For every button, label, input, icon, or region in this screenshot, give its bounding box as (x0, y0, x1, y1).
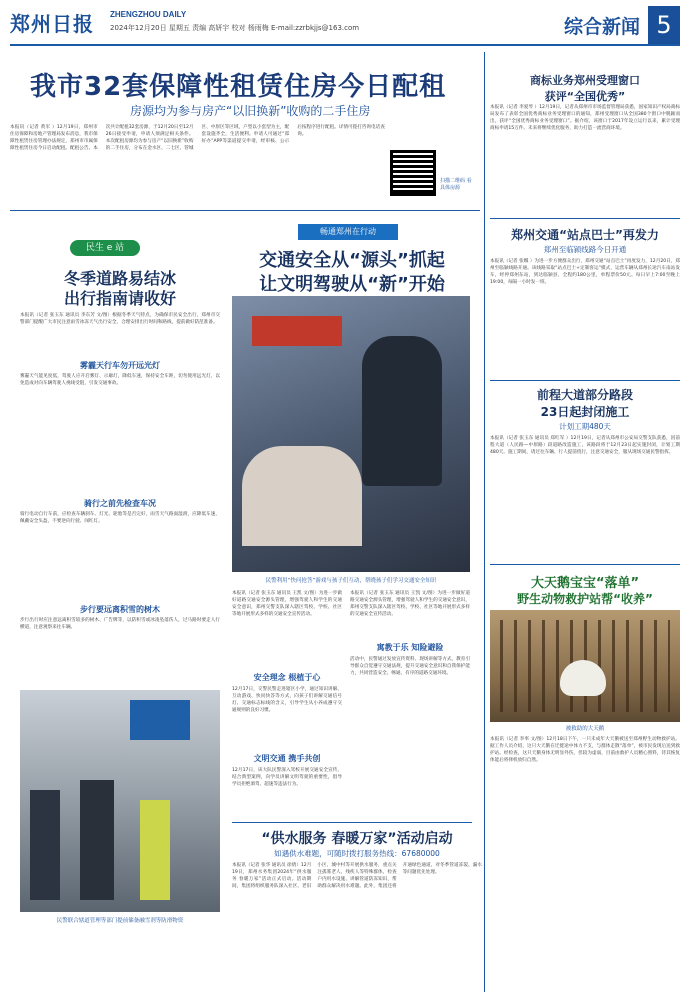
police-figure (140, 800, 170, 900)
lead-body: 本报讯（记者 黄军 ）12月19日，郑州市住房保障和房地产管理局发布消息，我市保障性租赁住房管理办法规定，郑州市市属保障性租赁住房今日启动配租。配租公告、本次共计配租32套房源，于12月20日至12月26日接受申请，申请人须满足相关条件。本次配租房源均为参与房产“以旧换新”收购的二手住房，分布在金水区、二七区、管城区、中原区等区域，户型以小套型为主，配套设施齐全，生活便利。申请人可通过“郑好办”APP等渠道提交申请，经审核、公示后按程序进行配租。详情可拨打咨询电话查询。 (10, 125, 385, 151)
right2-subtitle: 郑州至临颍线路今日开通 (543, 245, 627, 254)
gongnuan-title: “供水服务 春暖万家”活动启动 (261, 831, 453, 847)
swan-photo (490, 610, 680, 722)
gongnuan-body: 本报讯（记者 张华 通讯员 徐倩）12月19日，郑州水务集团2024年“供水服务 春暖万家”活动正式启动。活动期间，集团将组织服务队深入社区、老旧小区、城中村等开展供水服务，重点关注孤寡老人、残疾人等特殊群体，检查户内用水设施、讲解管道防冻知识，帮助群众解决用水难题。此外，集团还将开通绿色通道，对冬季管道冻裂、漏水等问题优先处理。 (232, 863, 482, 889)
qr-caption: 扫描二维码 看具体房源 (440, 178, 472, 191)
lead-subtitle: 房源均为参与房产“以旧换新”收购的二手住房 (130, 104, 371, 118)
divider (10, 210, 480, 211)
traffic-body: 本报讯（记者 张玉东 通讯员 王凯 文/图）为进一步做好道路交通安全源头管理，增强驾驶人和学生的交通安全意识，郑州交警支队深入辖区驾校、学校、社区等地开展形式多样的交通安全宣传活动。 (232, 591, 342, 617)
right2-body: 本报讯（记者 张娜 ）为进一步方便群众出行，郑州交通“站点巴士”再度发力，12月20日，郑州至临颍线路开通。该线路采取“站点巴士+定制客运”模式，运营车辆从郑州长途汽车南站发车，经停郑州东站，到达临颍县，全程约180公里，单程票价50元。每日早上7:00至晚上19:00，每隔一小时发一班。 (490, 259, 680, 285)
column-divider (484, 52, 485, 992)
right1-body: 本报讯（记者 李爱琴 ）12月19日，记者从郑州市市场监督管理局获悉，国家知识产权局商标局发布了表彰全国优秀商标业务受理窗口的通知，郑州受理窗口从全国380个窗口中脱颖而出，获评“全国优秀商标业务受理窗口”。据介绍，该窗口于2017年设立运行以来，累计受理商标申请15万件。未来将继续优化服务，助力打造一流营商环境。 (490, 105, 680, 131)
traffic-h1: 安全理念 根植于心 (253, 673, 321, 682)
police-figure (30, 790, 60, 900)
right3-title-line2: 23日起封闭施工 (540, 405, 630, 419)
banner-board (252, 316, 342, 346)
minsheng-h3: 步行要远离积雪的树木 (80, 605, 160, 614)
lead-title: 我市32套保障性租赁住房今日配租 (30, 72, 447, 102)
right3-body: 本报讯（记者 张玉东 通讯员 郑红军 ）12月19日，记者从郑州市公安局交警支队获悉，因前程大道（人民路—中原路）段道路改造施工，该路段将于12月23日起实施封闭，计划工期480天。施工期间，请过往车辆、行人提前绕行，注意交通安全，服从现场交通民警指挥。 (490, 436, 680, 455)
minsheng-h2: 骑行之前先检查车况 (84, 499, 156, 508)
traffic-photo-caption: 民警利用“快问抢答”游戏与孩子们互动，帮晓孩子们学习交通安全知识 (265, 578, 437, 584)
newspaper-logo-english: ZHENGZHOU DAILY (110, 10, 187, 19)
right3-title-line1: 前程大道部分路段 (536, 388, 633, 402)
page-number: 5 (648, 6, 680, 44)
masthead (10, 6, 680, 46)
minsheng-title-line2: 出行指南请收好 (63, 289, 176, 308)
traffic-photo (232, 296, 470, 572)
traffic-p3: 活动中，民警通过发放宣传资料、现场讲解等方式，教育引导群众自觉遵守交通法规，提升交通安全意识和自我保护能力，共同营造安全、畅通、有序的道路交通环境。 (350, 657, 470, 676)
traffic-h3: 寓教于乐 知险避险 (376, 643, 444, 652)
right1-title-line2: 获评“全国优秀” (544, 90, 626, 103)
traffic-h2: 文明交通 携手共创 (253, 754, 321, 763)
road-sign (130, 700, 190, 740)
divider (490, 564, 680, 565)
right4-body: 本报讯（记者 李率 文/图）12月18日下午，一只未成年大天鹅被送至郑州野生动物救护站。据工作人员介绍，这只大天鹅在迁徙途中体力不支，与群体走散“落单”，被市民发现后送到救护站。经检查，这只天鹅身体无明显外伤，但较为虚弱，目前由救护人员精心照料，待其恢复体能后将择机放归自然。 (490, 737, 680, 763)
gongnuan-subtitle: 如遇供水难题，可随时拨打服务热线：67680000 (274, 849, 440, 858)
traffic-p2: 12月17日，该大队民警深入驾校开展交通安全宣传，结合典型案例，向学员讲解文明驾驶的重要性，倡导学员拒绝酒驾、超速等违法行为。 (232, 768, 342, 787)
minsheng-p2: 骑行电动自行车前，应检查车辆刹车、灯光、轮胎等是否完好，雨雪天气路面湿滑，应降低车速，佩戴安全头盔，不要逆向行驶、闯红灯。 (20, 512, 220, 524)
minsheng-photo-caption: 民警联合辖道管理等部门提前储备融雪剂等防滑物资 (56, 918, 184, 924)
right4-photo-caption: 被救助的大天鹅 (565, 726, 605, 732)
traffic-p1: 12月17日，交警民警走进辖区小学，通过知识讲解、互动游戏、快问快答等方式，向孩子们讲解交通信号灯、交通标志标线的含义，引导学生从小养成遵守交通规则的良好习惯。 (232, 687, 342, 713)
minsheng-p3: 步行出行时应注意远离积雪较多的树木、广告牌等，以防积雪或冰凌坠落伤人，过马路时要走人行横道，注意观察来往车辆。 (20, 618, 220, 630)
divider (490, 218, 680, 219)
traffic-title-line2: 让文明驾驶从“新”开始 (259, 274, 445, 295)
date-line: 2024年12月20日 星期五 责编 高妍宇 校对 杨雨梅 E-mail:zzrbkjjs@163.com (110, 24, 360, 32)
minsheng-badge: 民生 e 站 (70, 240, 140, 256)
divider (232, 822, 472, 823)
traffic-title-line1: 交通安全从“源头”抓起 (259, 250, 445, 271)
police-officer (362, 336, 442, 486)
right2-title: 郑州交通“站点巴士”再发力 (511, 228, 659, 242)
right4-title-line1: 大天鹅宝宝“落单” (530, 576, 640, 591)
right1-title-line1: 商标业务郑州受理窗口 (530, 74, 640, 87)
right4-title-line2: 野生动物救护站帮“收养” (517, 592, 653, 606)
divider (490, 380, 680, 381)
traffic-banner: 畅通郑州在行动 (298, 224, 398, 240)
newspaper-logo: 郑州日报 (10, 12, 94, 36)
police-figure (80, 780, 114, 900)
minsheng-p1: 雾霾天气能见度低，驾驶人应开启雾灯、示廓灯，降低车速，保持安全车距，切勿使用远光灯，以免造成对向车辆驾驶人视线受阻，引发交通事故。 (20, 374, 220, 386)
minsheng-title-line1: 冬季道路易结冰 (63, 269, 176, 288)
right3-subtitle: 计划工期480天 (559, 422, 611, 431)
section-title: 综合新闻 (563, 16, 640, 38)
children (242, 446, 362, 546)
minsheng-photo (20, 690, 220, 912)
qr-code (390, 150, 436, 196)
minsheng-h1: 雾霾天行车勿开远光灯 (80, 361, 160, 370)
minsheng-intro: 本报讯（记者 张玉东 通讯员 李东芳 文/图）根据冬季天气特点，为确保市民安全出行，郑州市交警部门提醒广大市民注意雨雪冰冻天气出行安全，合理安排出行时间和路线，提前做好防范准备。 (20, 313, 220, 325)
traffic-body-col2: 本报讯（记者 张玉东 通讯员 王凯 文/图）为进一步做好道路交通安全源头管理，增强驾驶人和学生的交通安全意识，郑州交警支队深入辖区驾校、学校、社区等地开展形式多样的交通安全宣传活动。 (350, 591, 470, 617)
